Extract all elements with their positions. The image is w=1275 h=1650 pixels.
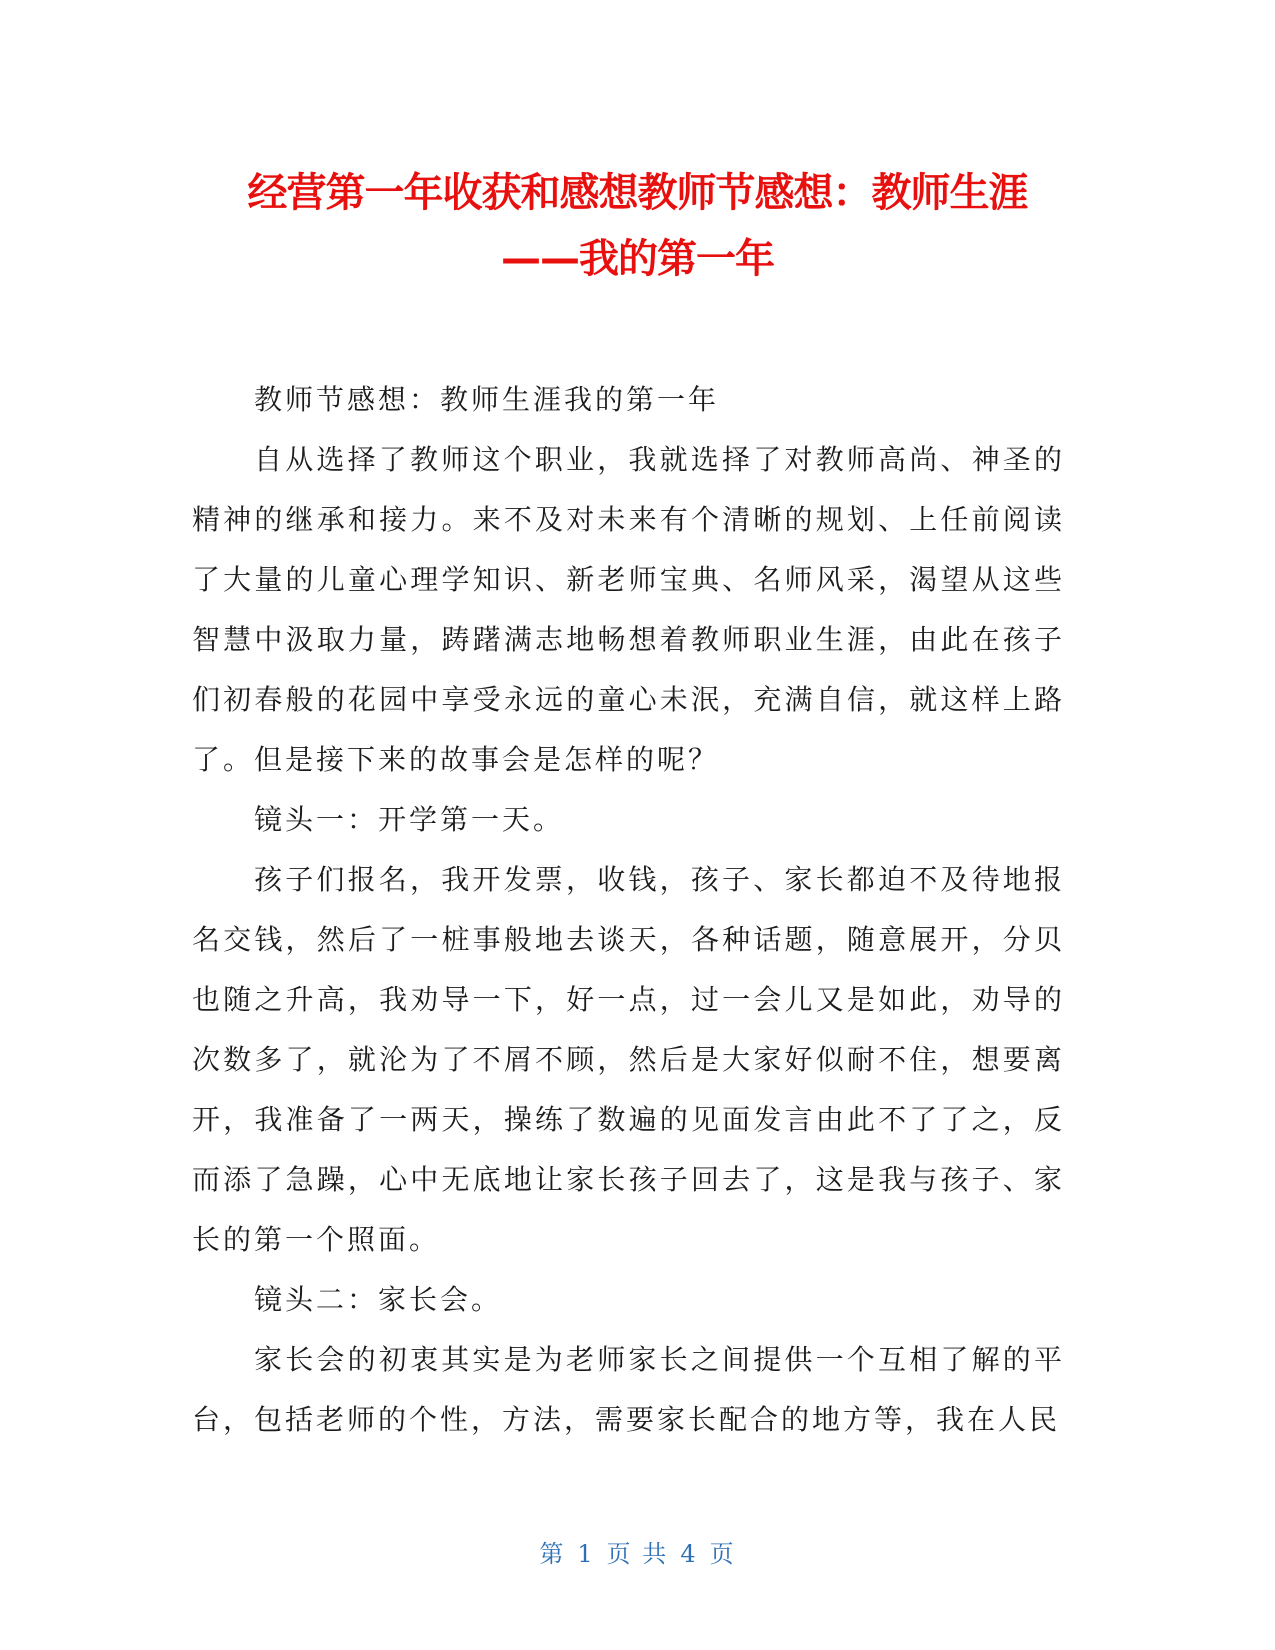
title-line-1: 经营第一年收获和感想教师节感想：教师生涯 bbox=[247, 170, 1028, 216]
page-number-footer bbox=[0, 1538, 1275, 1570]
document-title bbox=[180, 160, 1095, 292]
footer-suffix: 页 bbox=[709, 1540, 736, 1568]
footer-prefix: 第 bbox=[539, 1540, 566, 1568]
paragraph-scene-two-body: 家长会的初衷其实是为老师家长之间提供一个互相了解的平台，包括老师的个性，方法，需要家长配合的地方等，我在人民 bbox=[192, 1343, 1065, 1436]
title-line-2: ——我的第一年 bbox=[501, 236, 774, 282]
paragraph-intro: 自从选择了教师这个职业，我就选择了对教师高尚、神圣的精神的继承和接力。来不及对未来有个清晰的规划、上任前阅读了大量的儿童心理学知识、新老师宝典、名师风采，渴望从这些智慧中汲取力量，踌躇满志地畅想着教师职业生涯，由此在孩子们初春般的花园中享受永远的童心未泯，充满自信，就这样上路了。但是接下来的故事会是怎样的呢？ bbox=[192, 443, 1065, 776]
paragraph-scene-one-body: 孩子们报名，我开发票，收钱，孩子、家长都迫不及待地报名交钱，然后了一桩事般地去谈天，各种话题，随意展开，分贝也随之升高，我劝导一下，好一点，过一会儿又是如此，劝导的次数多了，就沦为了不屑不顾，然后是大家好似耐不住，想要离开，我准备了一两天，操练了数遍的见面发言由此不了了之，反而添了急躁，心中无底地让家长孩子回去了，这是我与孩子、家长的第一个照面。 bbox=[192, 863, 1065, 1256]
paragraph-scene-one-heading: 镜头一：开学第一天。 bbox=[254, 803, 565, 836]
paragraph-subtitle: 教师节感想：教师生涯我的第一年 bbox=[254, 383, 720, 416]
footer-middle: 页 共 bbox=[606, 1540, 669, 1568]
footer-current-page: 1 bbox=[577, 1540, 595, 1568]
document-body bbox=[192, 370, 1065, 1450]
footer-total-pages: 4 bbox=[680, 1540, 698, 1568]
paragraph-scene-two-heading: 镜头二：家长会。 bbox=[254, 1283, 503, 1316]
